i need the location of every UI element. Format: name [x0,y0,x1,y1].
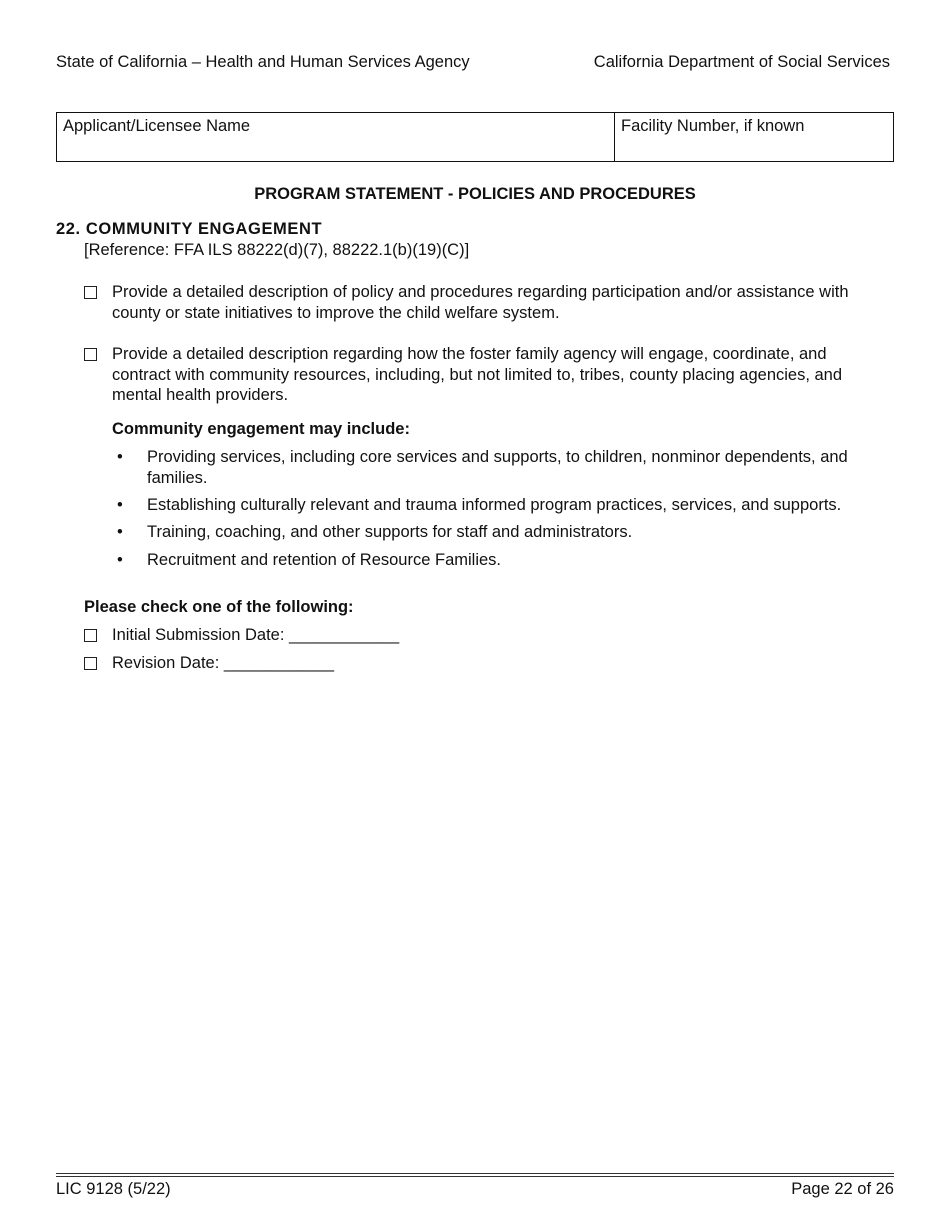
bullet-icon: • [117,448,123,466]
bullet-text: Recruitment and retention of Resource Families. [147,551,501,569]
section-heading: 22. COMMUNITY ENGAGEMENT [56,220,323,238]
bullet-text: Establishing culturally relevant and trauma informed program practices, services, and supports. [147,496,842,514]
bullet-icon: • [117,496,123,514]
bullet-text: Providing services, including core services and supports, to children, nonminor dependents, and families. [147,448,848,487]
bullet-item [112,522,882,543]
revision-date-field[interactable]: Revision Date: ____________ [112,654,335,672]
bullet-item [112,495,882,516]
applicant-name-field[interactable] [57,113,615,161]
initial-submission-date-field[interactable]: Initial Submission Date: ____________ [112,626,400,644]
facility-number-field[interactable] [615,113,893,161]
facility-number-label: Facility Number, if known [621,117,805,135]
checkbox[interactable] [84,657,97,670]
bullet-item [112,550,882,571]
checklist-item [84,282,884,323]
applicant-info-table [56,112,894,162]
bullet-icon: • [117,523,123,541]
header-agency: State of California – Health and Human Services Agency [56,53,470,71]
checklist-item-text: Provide a detailed description regarding how the foster family agency will engage, coordinate, and contract with community resources, including, but not limited to, tribes, county placing agencies, and mental health providers. [112,345,843,404]
bullet-icon: • [117,551,123,569]
checklist-item [84,344,884,406]
page-number: Page 22 of 26 [791,1180,894,1198]
submission-heading: Please check one of the following: [84,598,354,616]
footer-divider [56,1176,894,1177]
checklist-item-text: Provide a detailed description of policy and procedures regarding participation and/or assistance with county or state initiatives to improve the child welfare system. [112,283,849,322]
may-include-heading: Community engagement may include: [112,420,410,438]
footer-divider [56,1173,894,1174]
bullet-item [112,447,882,488]
applicant-name-label: Applicant/Licensee Name [63,117,251,135]
section-reference: [Reference: FFA ILS 88222(d)(7), 88222.1(b)(19)(C)] [84,241,470,259]
checkbox[interactable] [84,629,97,642]
initial-submission-option [84,625,884,646]
statement-title: PROGRAM STATEMENT - POLICIES AND PROCEDURES [254,185,696,203]
bullet-text: Training, coaching, and other supports for staff and administrators. [147,523,633,541]
form-id: LIC 9128 (5/22) [56,1180,171,1198]
checkbox[interactable] [84,286,97,299]
header-department: California Department of Social Services [593,53,890,71]
revision-option [84,653,884,674]
checkbox[interactable] [84,348,97,361]
